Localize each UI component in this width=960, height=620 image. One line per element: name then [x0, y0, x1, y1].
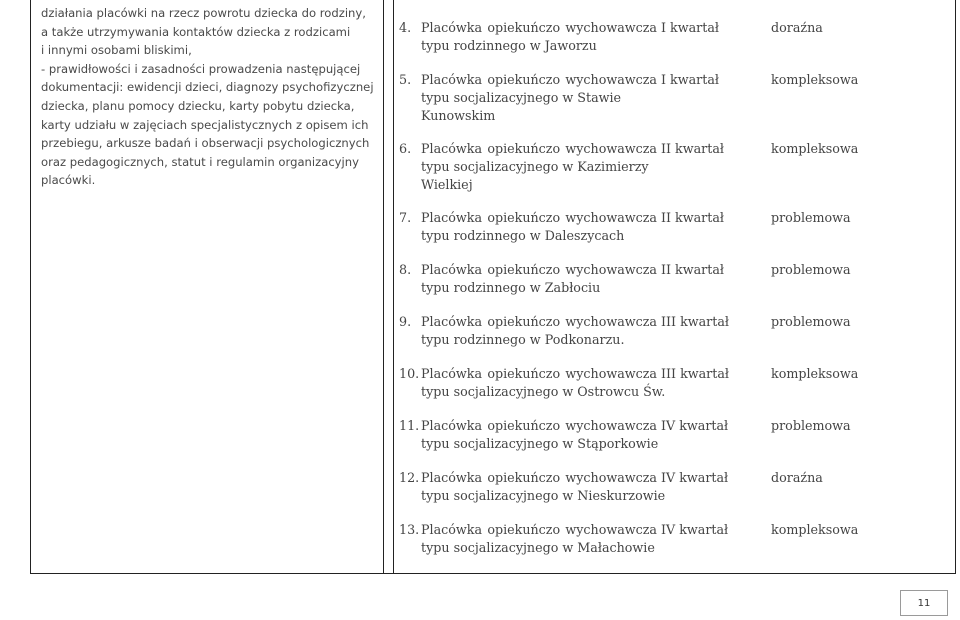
row-number: 7. [399, 210, 412, 225]
inspection-quarter: III kwartał [661, 314, 730, 329]
facility-name: Placówka opiekuńczo wychowawcza typu socjalizacyjnego w Ostrowcu Św. [421, 366, 666, 399]
row-number: 8. [399, 262, 412, 277]
inspection-type: problemowa [771, 314, 851, 329]
inspection-quarter: II kwartał [661, 141, 725, 156]
text-line: dziecka, planu pomocy dziecku, karty pobytu dziecka, [41, 98, 355, 113]
inspection-quarter: II kwartał [661, 210, 725, 225]
row-number: 10. [399, 366, 420, 381]
column-divider [383, 0, 384, 573]
inspection-quarter: III kwartał [661, 366, 730, 381]
facility-name: Placówka opiekuńczo wychowawcza typu rodzinnego w Zabłociu [421, 262, 657, 295]
text-line: przebiegu, arkusze badań i obserwacji psychologicznych [41, 136, 370, 151]
text-line: a także utrzymywania kontaktów dziecka z rodzicami [41, 24, 351, 39]
row-number: 6. [399, 141, 412, 156]
inspection-type: kompleksowa [771, 141, 859, 156]
inspection-type: kompleksowa [771, 72, 859, 87]
inspection-type: doraźna [771, 20, 823, 35]
inspection-type: problemowa [771, 418, 851, 433]
facility-name: Placówka opiekuńczo wychowawcza typu socjalizacyjnego w Stawie Kunowskim [421, 72, 657, 123]
inspection-type: problemowa [771, 262, 851, 277]
inspection-type: kompleksowa [771, 366, 859, 381]
text-line: dokumentacji: ewidencji dzieci, diagnozy psychofizycznej [41, 80, 374, 95]
column-divider [393, 0, 394, 573]
facility-name: Placówka opiekuńczo wychowawcza typu socjalizacyjnego w Kazimierzy Wielkiej [421, 141, 657, 192]
text-line: placówki. [41, 173, 96, 188]
inspection-quarter: IV kwartał [661, 522, 729, 537]
inspection-type: kompleksowa [771, 522, 859, 537]
row-number: 12. [399, 470, 420, 485]
page-number: 11 [900, 590, 948, 616]
facility-name: Placówka opiekuńczo wychowawcza typu socjalizacyjnego w Stąporkowie [421, 418, 659, 451]
inspection-quarter: I kwartał [661, 72, 719, 87]
text-line: działania placówki na rzecz powrotu dziecka do rodziny, [41, 6, 366, 20]
inspection-quarter: II kwartał [661, 262, 725, 277]
inspection-type: doraźna [771, 470, 823, 485]
inspection-quarter: IV kwartał [661, 418, 729, 433]
facility-name: Placówka opiekuńczo wychowawcza typu rodzinnego w Podkonarzu. [421, 314, 657, 347]
inspection-type: problemowa [771, 210, 851, 225]
text-line: i innymi osobami bliskimi, [41, 43, 192, 58]
row-number: 11. [399, 418, 420, 433]
facility-name: Placówka opiekuńczo wychowawcza typu socjalizacyjnego w Nieskurzowie [421, 470, 666, 503]
inspection-scope-text [41, 4, 381, 190]
row-number: 13. [399, 522, 420, 537]
row-number: 9. [399, 314, 412, 329]
facility-name: Placówka opiekuńczo wychowawcza typu rodzinnego w Jaworzu [421, 20, 657, 53]
row-number: 4. [399, 20, 412, 35]
text-line: oraz pedagogicznych, statut i regulamin organizacyjny [41, 154, 359, 169]
inspection-table [30, 0, 956, 574]
facility-name: Placówka opiekuńczo wychowawcza typu socjalizacyjnego w Małachowie [421, 522, 657, 555]
inspection-quarter: IV kwartał [661, 470, 729, 485]
text-line: karty udziału w zajęciach specjalistycznych z opisem ich [41, 117, 369, 132]
text-line: - prawidłowości i zasadności prowadzenia następującej [41, 61, 361, 76]
inspection-quarter: I kwartał [661, 20, 719, 35]
row-number: 5. [399, 72, 412, 87]
facility-name: Placówka opiekuńczo wychowawcza typu rodzinnego w Daleszycach [421, 210, 657, 243]
